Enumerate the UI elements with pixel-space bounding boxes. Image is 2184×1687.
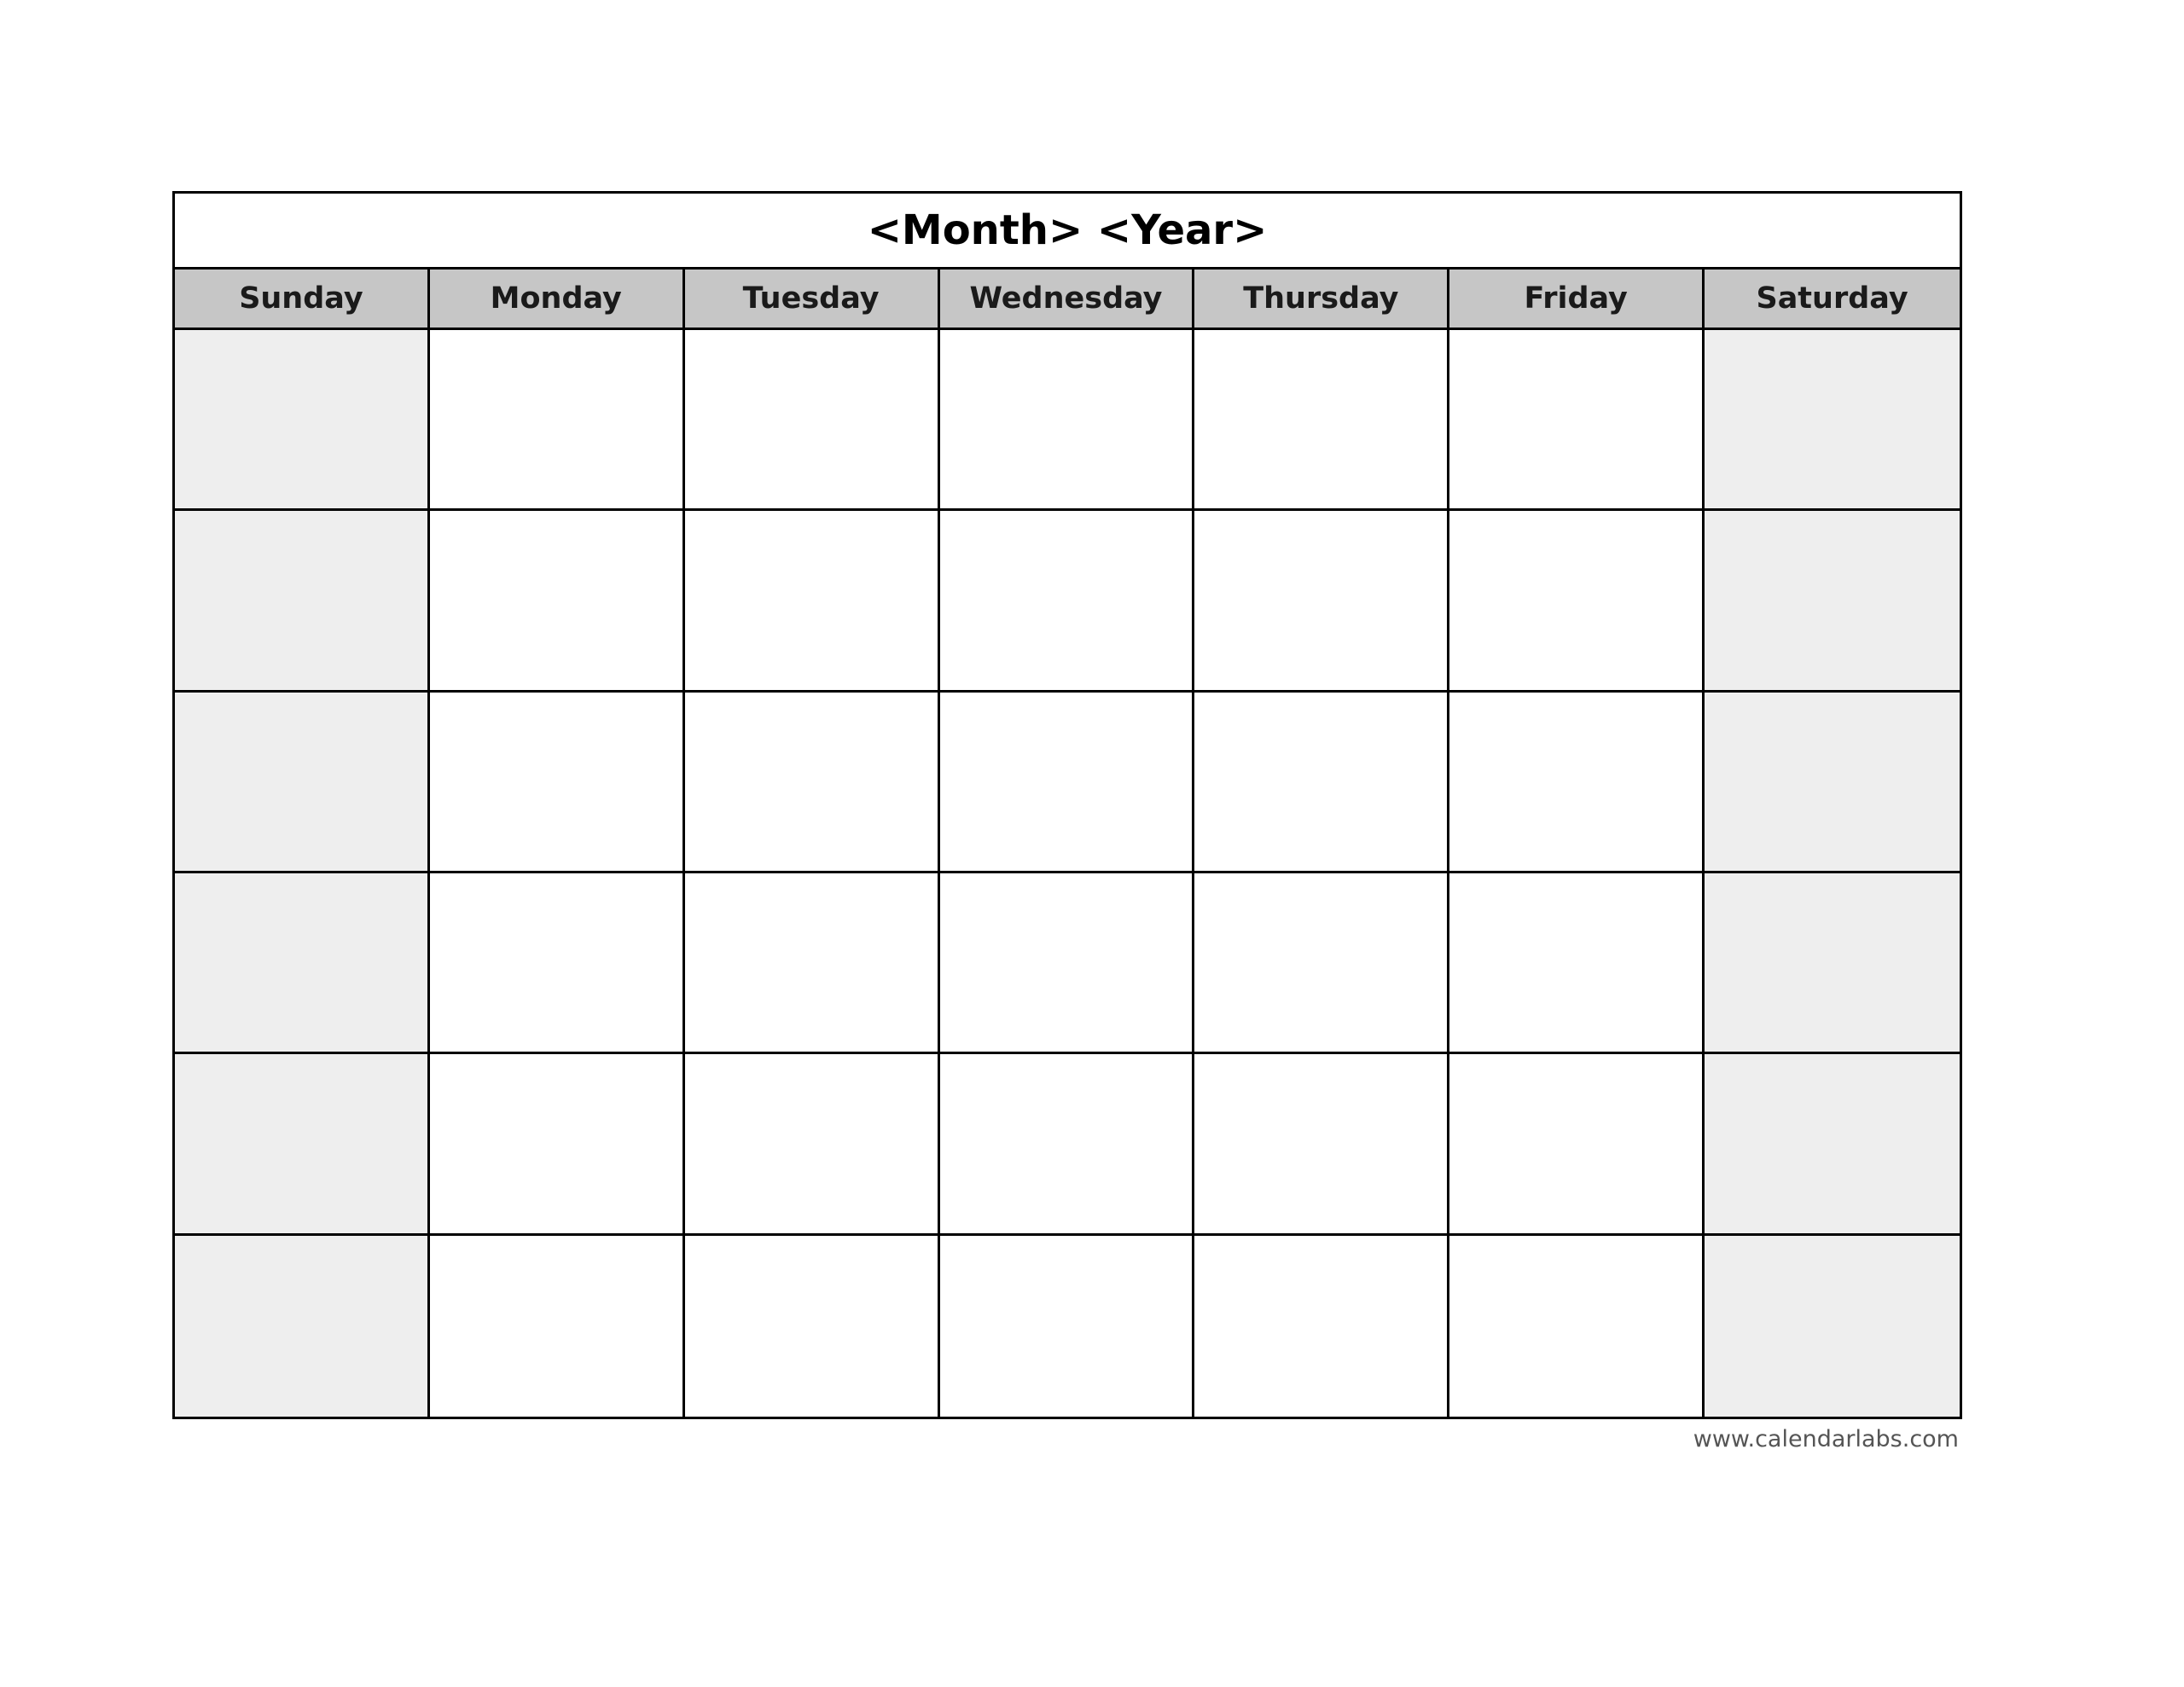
day-cell: [430, 511, 685, 692]
day-cell: [1705, 511, 1960, 692]
day-cell: [685, 1236, 940, 1417]
day-cell: [685, 511, 940, 692]
day-header-friday: Friday: [1449, 270, 1705, 330]
day-cell: [430, 330, 685, 511]
day-cell: [1705, 1054, 1960, 1235]
day-cell: [1194, 511, 1449, 692]
calendar-title: <Month> <Year>: [175, 194, 1960, 270]
day-cell: [175, 873, 430, 1054]
day-cell: [1449, 693, 1705, 873]
day-cell: [430, 873, 685, 1054]
day-cell: [175, 1236, 430, 1417]
day-header-tuesday: Tuesday: [685, 270, 940, 330]
day-cell: [1705, 873, 1960, 1054]
day-cell: [1449, 1054, 1705, 1235]
day-cell: [430, 1236, 685, 1417]
calendar-grid: [172, 191, 1962, 1419]
day-cell: [685, 693, 940, 873]
day-cell: [940, 330, 1195, 511]
day-cell: [175, 693, 430, 873]
day-cell: [685, 873, 940, 1054]
day-header-thursday: Thursday: [1194, 270, 1449, 330]
day-cell: [1194, 873, 1449, 1054]
day-cell: [1705, 330, 1960, 511]
day-cell: [175, 330, 430, 511]
day-cell: [175, 1054, 430, 1235]
day-header-monday: Monday: [430, 270, 685, 330]
day-cell: [940, 1236, 1195, 1417]
day-header-saturday: Saturday: [1705, 270, 1960, 330]
day-cell: [1449, 511, 1705, 692]
day-cell: [1705, 693, 1960, 873]
day-cell: [1705, 1236, 1960, 1417]
day-cell: [940, 693, 1195, 873]
footer-url: www.calendarlabs.com: [1693, 1426, 1959, 1452]
day-cell: [685, 330, 940, 511]
day-cell: [1449, 873, 1705, 1054]
day-cell: [1449, 1236, 1705, 1417]
day-cell: [940, 511, 1195, 692]
day-cell: [940, 1054, 1195, 1235]
day-cell: [430, 693, 685, 873]
day-header-wednesday: Wednesday: [940, 270, 1195, 330]
day-cell: [175, 511, 430, 692]
day-cell: [940, 873, 1195, 1054]
day-cell: [1194, 330, 1449, 511]
day-header-sunday: Sunday: [175, 270, 430, 330]
day-cell: [1449, 330, 1705, 511]
day-cell: [1194, 693, 1449, 873]
day-cell: [1194, 1236, 1449, 1417]
day-cell: [1194, 1054, 1449, 1235]
day-cell: [430, 1054, 685, 1235]
day-cell: [685, 1054, 940, 1235]
